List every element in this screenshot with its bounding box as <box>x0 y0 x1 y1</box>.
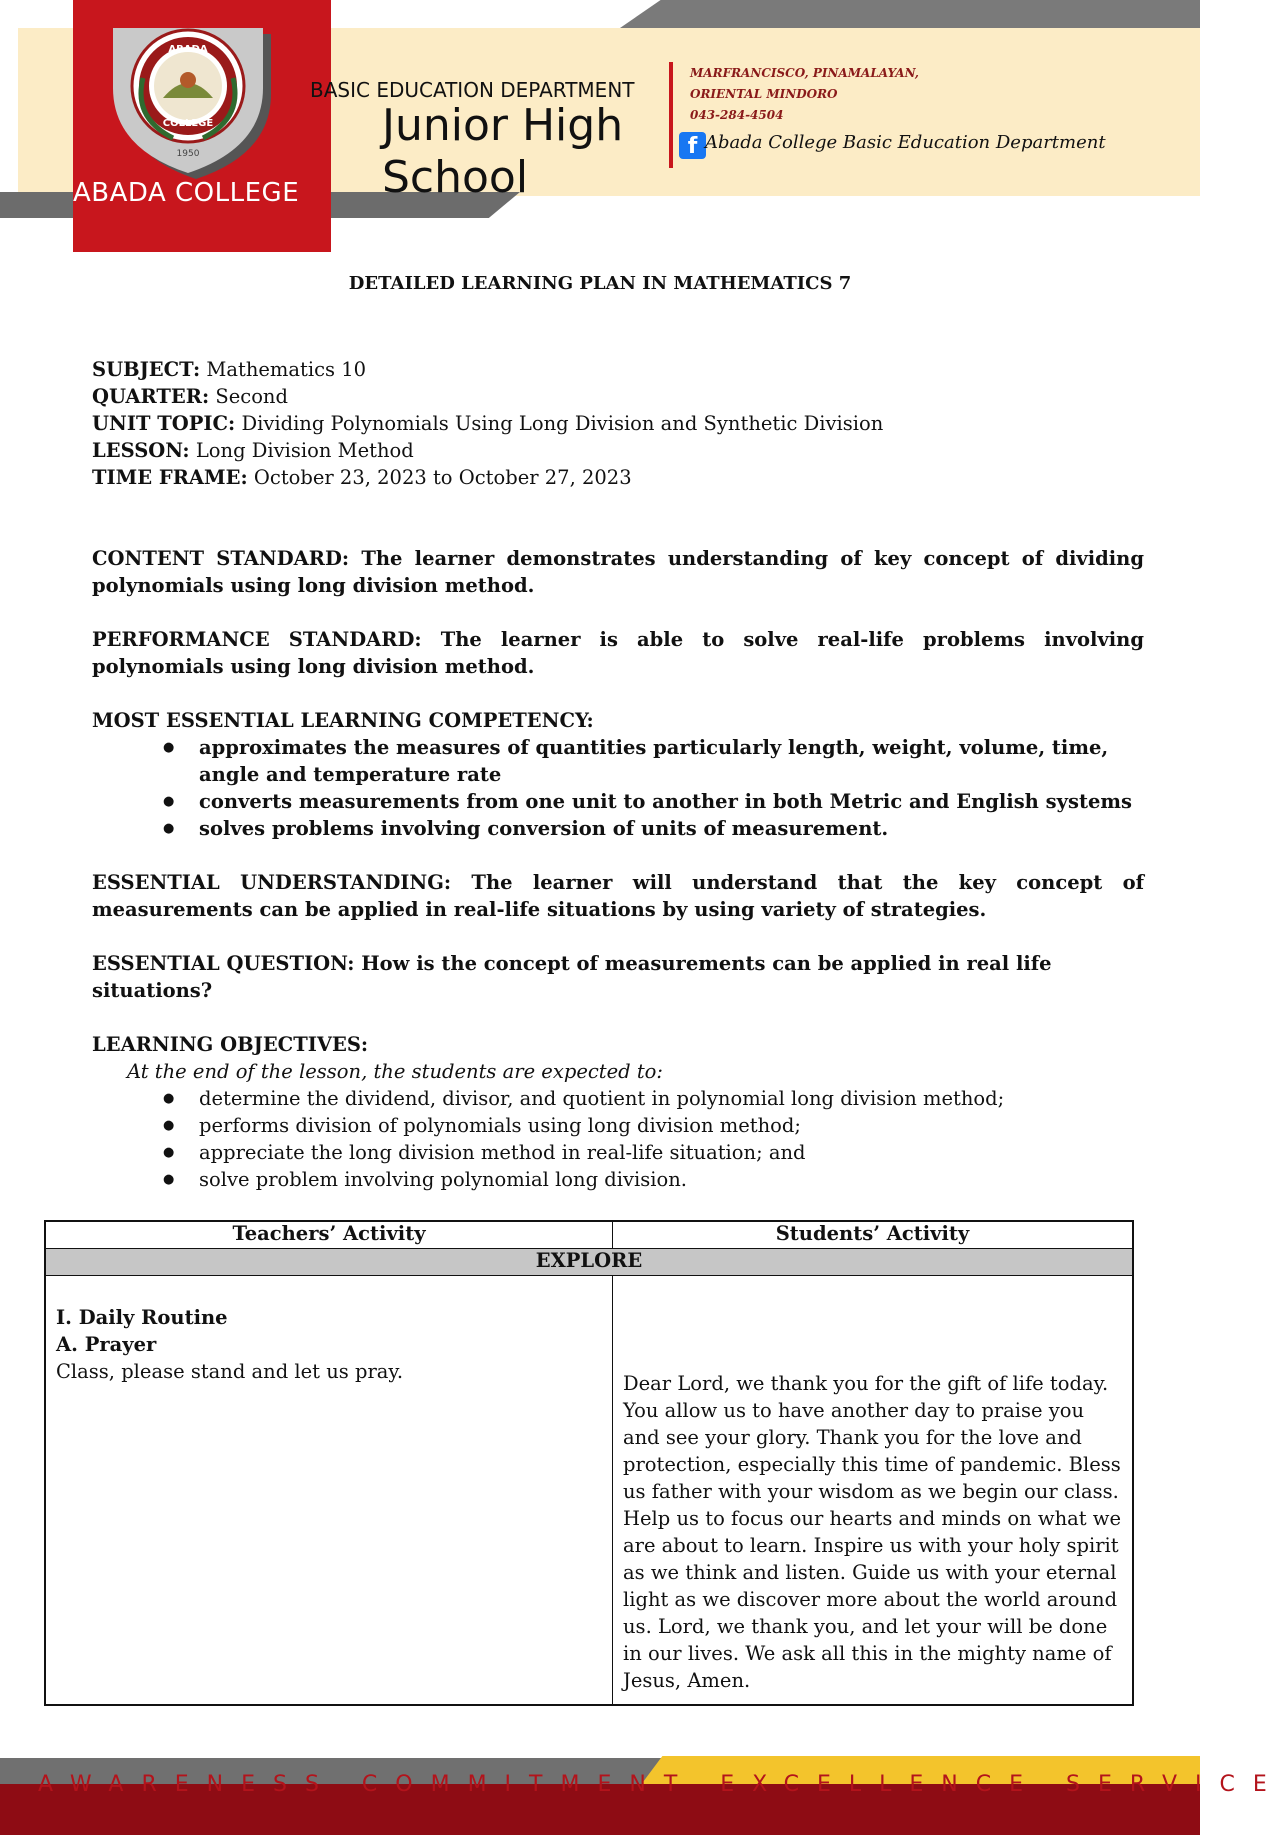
student-activity-cell <box>613 1276 1134 1706</box>
document-title: DETAILED LEARNING PLAN IN MATHEMATICS 7 <box>348 273 852 294</box>
melc-heading: MOST ESSENTIAL LEARNING COMPETENCY: <box>92 709 594 732</box>
essential-understanding: ESSENTIAL UNDERSTANDING: The learner will understand that the key concept of measurements can be applied in real-life situations by using variety of strategies. <box>92 871 1144 921</box>
routine-heading: I. Daily Routine <box>56 1306 228 1329</box>
facebook-icon[interactable]: f <box>679 132 706 159</box>
explore-section-row <box>45 1249 1133 1276</box>
facebook-page-link[interactable]: Abada College Basic Education Department <box>705 132 1106 153</box>
melc-list <box>92 734 1144 842</box>
list-item: ● appreciate the long division method in real-life situation; and <box>199 1139 1144 1166</box>
list-item: ● performs division of polynomials using long division method; <box>199 1112 1144 1139</box>
college-seal-icon <box>103 8 273 178</box>
list-item: ● solve problem involving polynomial long division. <box>199 1166 1144 1193</box>
activity-table <box>44 1220 1134 1706</box>
college-logo <box>73 0 331 252</box>
student-prayer-text: Dear Lord, we thank you for the gift of life today. You allow us to have another day to praise you and see your glory. Thank you for the love and protection, especially this time of pandemic. Bless us father with your wisdom as we begin our class. Help us to focus our hearts and minds on what we are about to learn. Inspire us with your holy spirit as we think and listen. Guide us with your eternal light as we discover more about the world around us. Lord, we thank you, and let your will be done in our lives. We ask all this in the mighty name of Jesus, Amen. <box>623 1372 1122 1692</box>
essential-question: ESSENTIAL QUESTION: How is the concept of measurements can be applied in real life situations? <box>92 952 1052 1002</box>
list-item: ● solves problems involving conversion of units of measurement. <box>199 815 1144 842</box>
table-row <box>45 1276 1133 1706</box>
teacher-activity-cell <box>45 1276 613 1706</box>
info-subject: SUBJECT: Mathematics 10 <box>92 358 367 381</box>
objectives-intro: At the end of the lesson, the students are expected to: <box>127 1060 663 1083</box>
table-header-row <box>45 1221 1133 1249</box>
header-divider <box>669 62 673 168</box>
college-name: ABADA COLLEGE <box>73 178 300 208</box>
header-top-strip <box>620 0 1200 28</box>
department-name: BASIC EDUCATION DEPARTMENT <box>310 78 635 102</box>
info-unit-topic: UNIT TOPIC: Dividing Polynomials Using Long Division and Synthetic Division <box>92 412 884 435</box>
students-activity-header: Students’ Activity <box>613 1221 1134 1249</box>
list-item: ● approximates the measures of quantities particularly length, weight, volume, time, angle and temperature rate <box>199 734 1144 788</box>
svg-text:1950: 1950 <box>176 149 200 159</box>
explore-label: EXPLORE <box>45 1249 1133 1276</box>
info-quarter: QUARTER: Second <box>92 385 288 408</box>
info-time-frame: TIME FRAME: October 23, 2023 to October 27, 2023 <box>92 466 632 489</box>
prayer-heading: A. Prayer <box>56 1333 157 1356</box>
lesson-info <box>92 356 1144 491</box>
phone-number: 043-284-4504 <box>690 108 784 122</box>
teachers-activity-header: Teachers’ Activity <box>45 1221 613 1249</box>
address-line-2: ORIENTAL MINDORO <box>690 87 838 101</box>
performance-standard: PERFORMANCE STANDARD: The learner is able to solve real-life problems involving polynomials using long division method. <box>92 628 1144 678</box>
svg-text:ABADA: ABADA <box>168 44 208 55</box>
objectives-list <box>92 1085 1144 1193</box>
address-line-1: MARFRANCISCO, PINAMALAYAN, <box>690 66 919 80</box>
svg-text:COLLEGE: COLLEGE <box>162 118 214 129</box>
list-item: ● determine the dividend, divisor, and quotient in polynomial long division method; <box>199 1085 1144 1112</box>
footer-motto: AWARENESS COMMITMENT EXCELLENCE SERVICE <box>38 1772 1285 1797</box>
division-name: Junior High School <box>382 100 624 203</box>
info-lesson: LESSON: Long Division Method <box>92 439 414 462</box>
list-item: ● converts measurements from one unit to another in both Metric and English systems <box>199 788 1144 815</box>
teacher-text: Class, please stand and let us pray. <box>56 1360 404 1383</box>
content-standard: CONTENT STANDARD: The learner demonstrates understanding of key concept of dividing polynomials using long division method. <box>92 547 1144 597</box>
objectives-heading: LEARNING OBJECTIVES: <box>92 1033 369 1056</box>
lesson-plan-body <box>92 356 1144 1193</box>
